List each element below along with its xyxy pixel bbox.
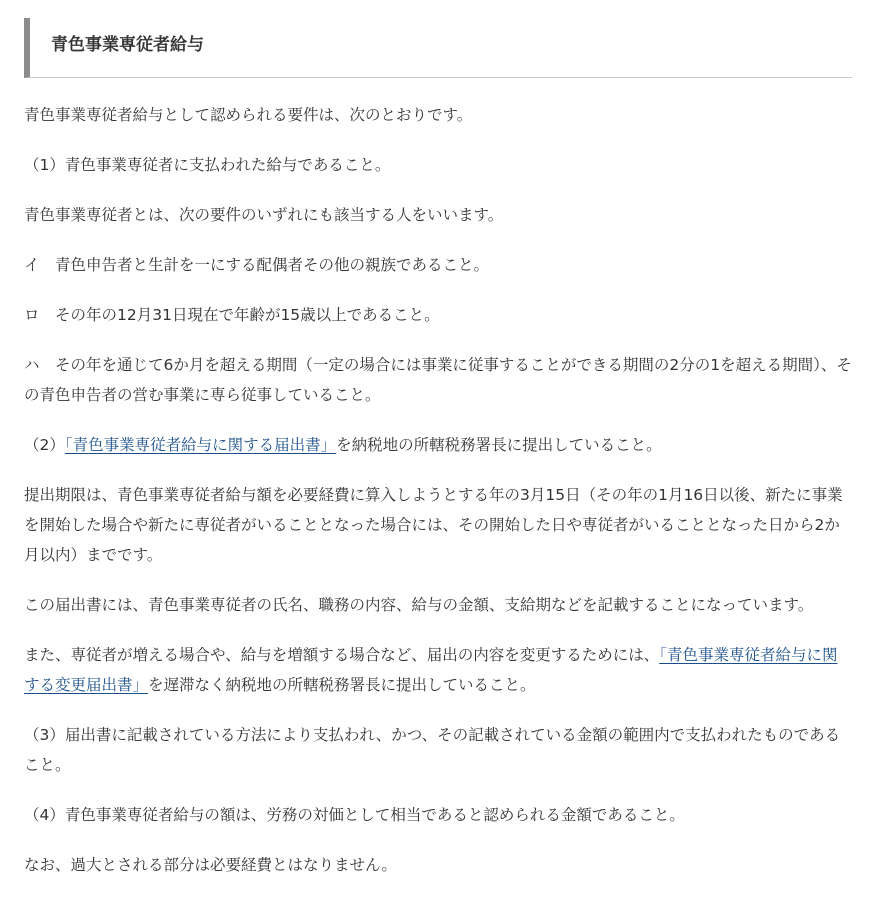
paragraph-requirement-1 [24,150,852,180]
paragraph-text: を遅滞なく納税地の所轄税務署長に提出していること。 [148,676,536,694]
paragraph-requirement-3 [24,720,852,780]
paragraph-text: ロ その年の12月31日現在で年齢が15歳以上であること。 [24,306,440,324]
paragraph-text: 提出期限は、青色事業専従者給与額を必要経費に算入しようとする年の3月15日（その年の1月16日以後、新たに事業を開始した場合や新たに専従者がいることとなった場合には、その開始した日や専従者がいることとなった日から2か月以内）までです。 [24,486,843,564]
paragraph-form-contents [24,590,852,620]
paragraph-intro [24,100,852,130]
paragraph-deadline [24,480,852,570]
paragraph-condition-ha [24,350,852,410]
section-content [24,100,852,880]
paragraph-text: （1）青色事業専従者に支払われた給与であること。 [24,156,391,174]
paragraph-condition-i [24,250,852,280]
paragraph-condition-ro [24,300,852,330]
paragraph-text: ハ その年を通じて6か月を超える期間（一定の場合には事業に従事することができる期間の2分の1を超える期間）、その青色申告者の営む事業に専ら従事していること。 [24,356,852,404]
paragraph-text: 青色事業専従者給与として認められる要件は、次のとおりです。 [24,106,473,124]
paragraph-definition [24,200,852,230]
paragraph-text: （2） [24,436,65,454]
change-form-link[interactable]: 「青色事業専従者給与に関する変更届出書」 [24,646,838,694]
paragraph-note [24,850,852,880]
paragraph-text: なお、過大とされる部分は必要経費とはなりません。 [24,856,397,874]
paragraph-text: （4）青色事業専従者給与の額は、労務の対価として相当であると認められる金額であること。 [24,806,685,824]
paragraph-change [24,640,852,700]
filing-form-link[interactable]: 「青色事業専従者給与に関する届出書」 [64,436,337,454]
paragraph-text: （3）届出書に記載されている方法により支払われ、かつ、その記載されている金額の範囲内で支払われたものであること。 [24,726,841,774]
paragraph-text: また、専従者が増える場合や、給与を増額する場合など、届出の内容を変更するためには、 [24,646,660,664]
paragraph-text: イ 青色申告者と生計を一にする配偶者その他の親族であること。 [24,256,490,274]
paragraph-requirement-4 [24,800,852,830]
paragraph-text: この届出書には、青色事業専従者の氏名、職務の内容、給与の金額、支給期などを記載することになっています。 [24,596,814,614]
section-title: 青色事業専従者給与 [51,35,204,55]
paragraph-text: 青色事業専従者とは、次の要件のいずれにも該当する人をいいます。 [24,206,504,224]
paragraph-requirement-2 [24,430,852,460]
section-heading [24,18,852,78]
paragraph-text: を納税地の所轄税務署長に提出していること。 [336,436,662,454]
